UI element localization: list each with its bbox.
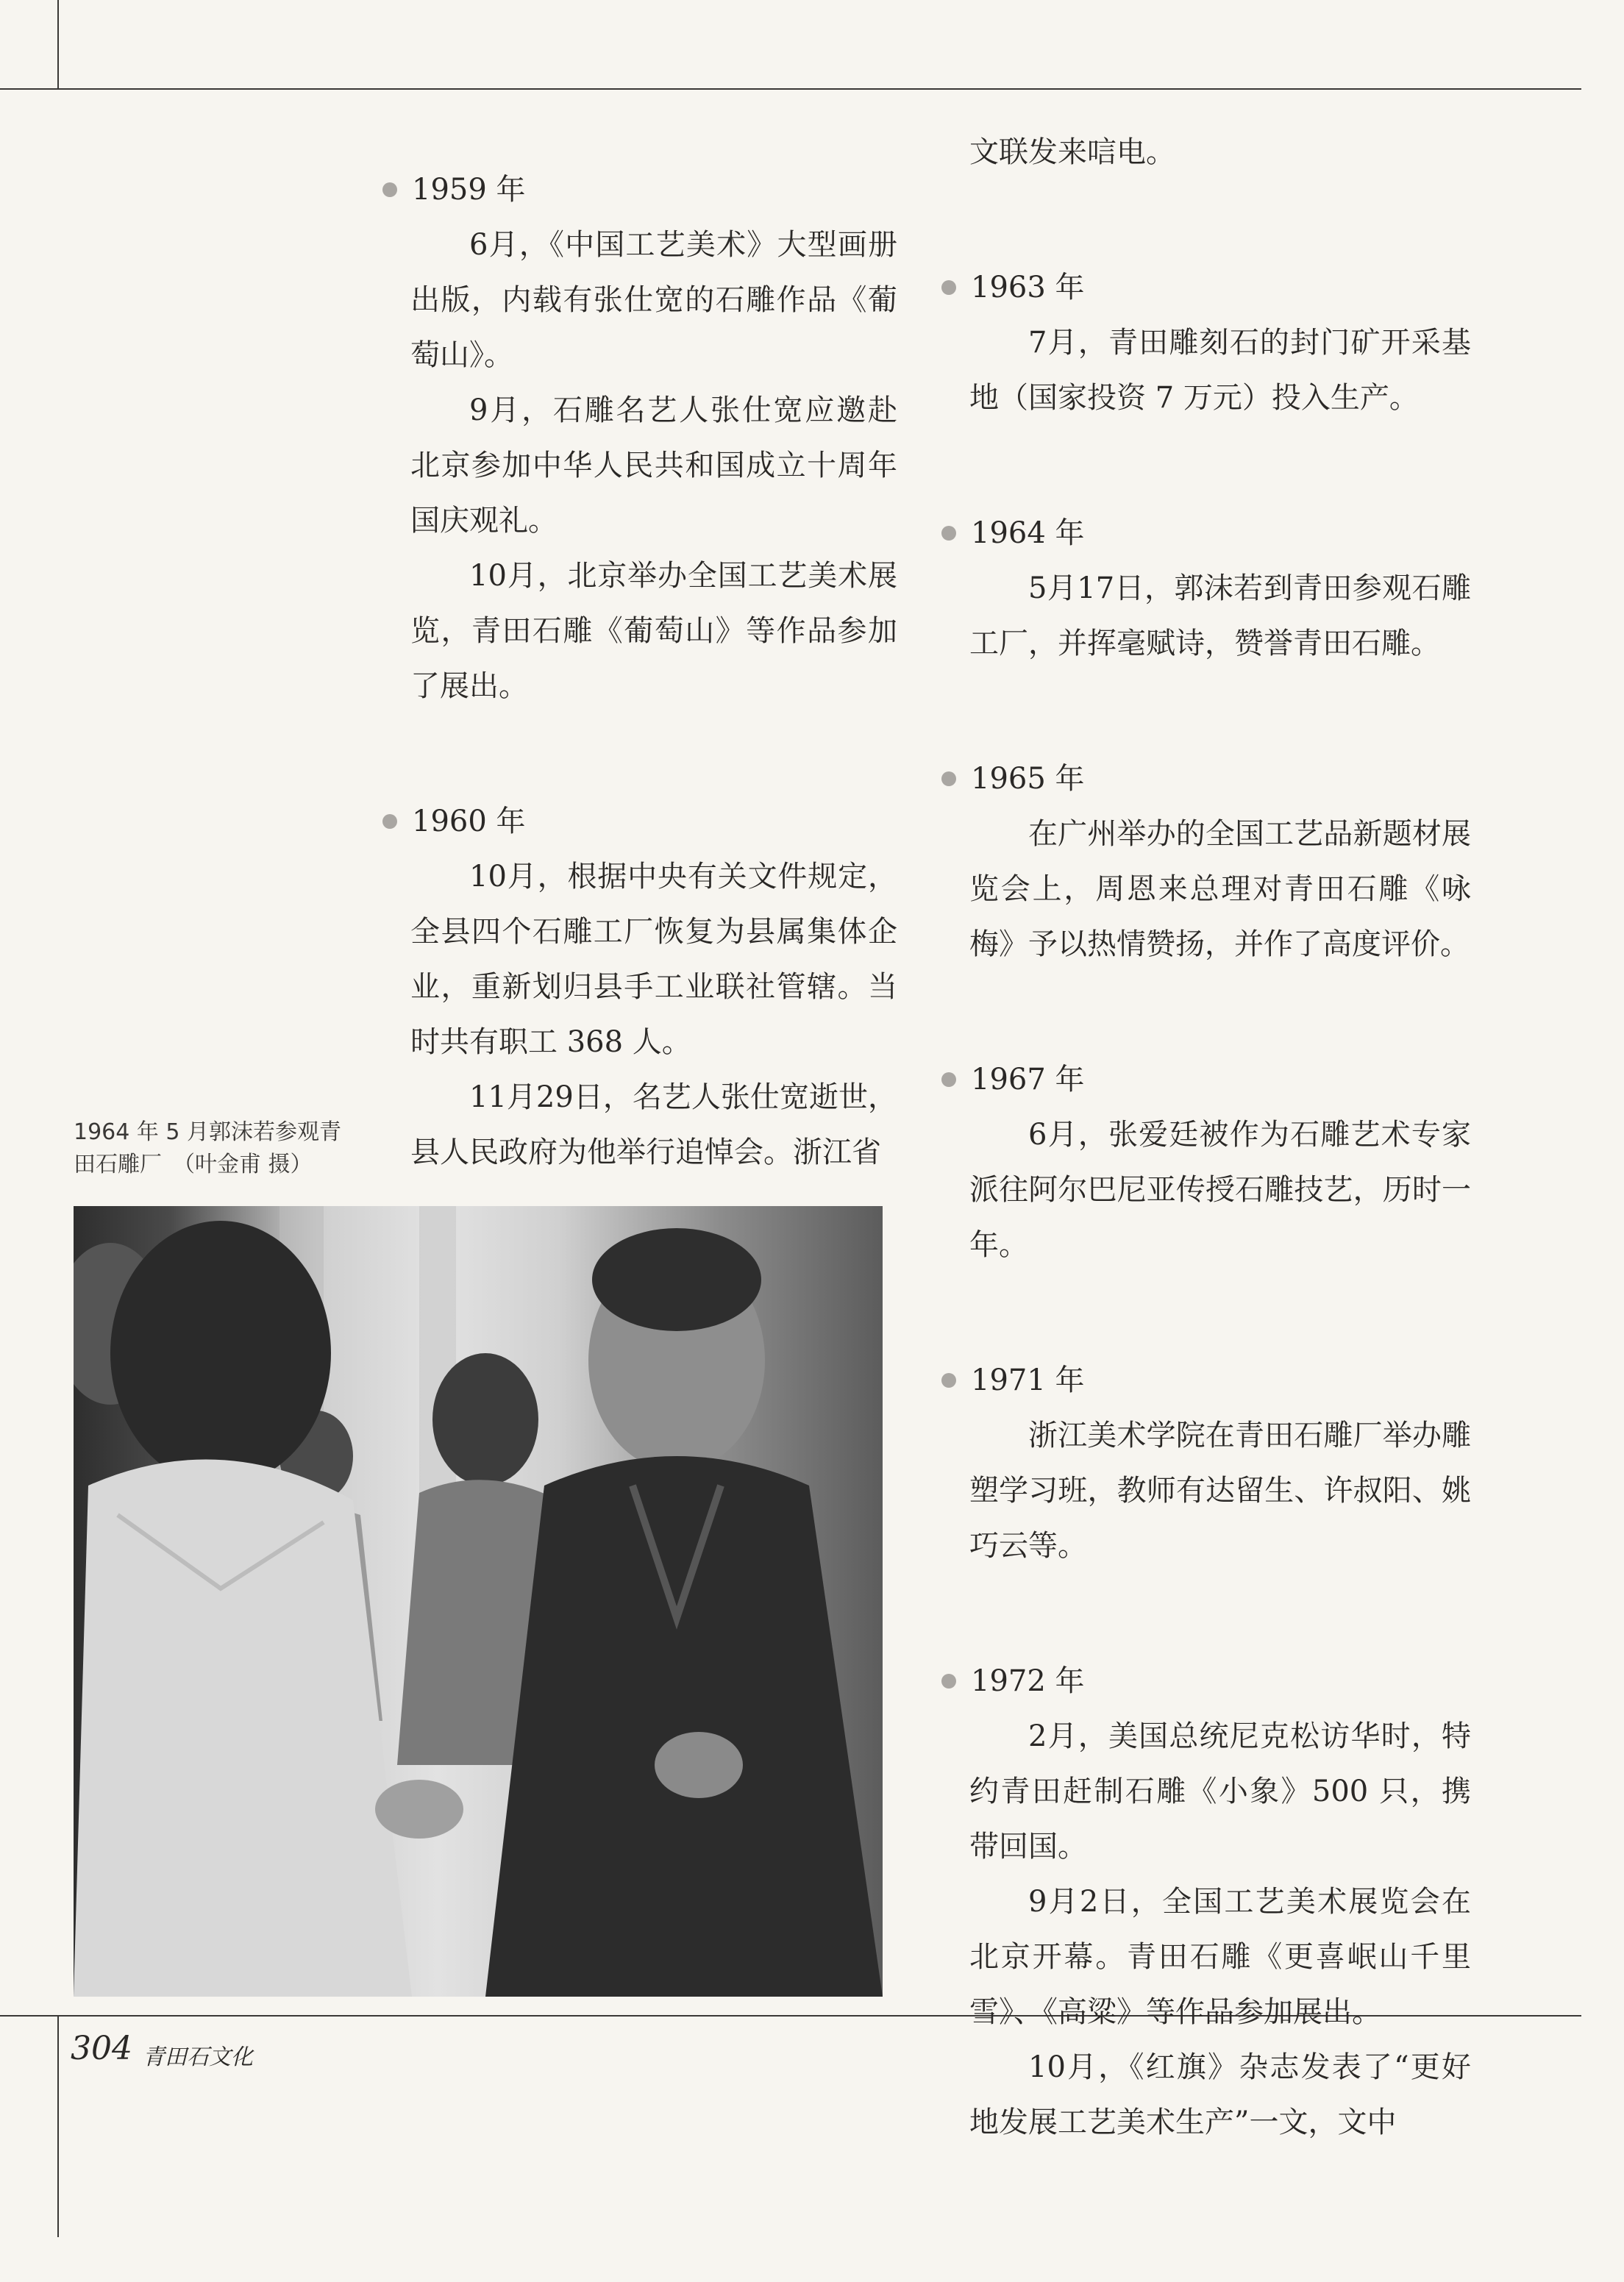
- left-text-column: [382, 169, 897, 1267]
- chronology-entry: [941, 1360, 1471, 1574]
- chronology-entry: [382, 801, 897, 1180]
- year-heading: [382, 169, 897, 210]
- year-heading: [941, 267, 1471, 308]
- entry-paragraph: 10月，北京举办全国工艺美术展览，青田石雕《葡萄山》等作品参加了展出。: [410, 559, 897, 703]
- entry-paragraph: 浙江美术学院在青田石雕厂举办雕塑学习班，教师有达留生、许叔阳、姚巧云等。: [969, 1419, 1471, 1563]
- year-heading: [941, 1360, 1471, 1401]
- entry-paragraph: 10月，根据中央有关文件规定，全县四个石雕工厂恢复为县属集体企业，重新划归县手工业联社管辖。当时共有职工 368 人。: [410, 860, 897, 1059]
- chronology-entry: [941, 1059, 1471, 1273]
- year-label: 1971 年: [971, 1363, 1085, 1397]
- year-label: 1963 年: [971, 271, 1085, 304]
- entry-paragraph: 6月，张爱廷被作为石雕艺术专家派往阿尔巴尼亚传授石雕技艺，历时一年。: [969, 1118, 1471, 1262]
- right-text-column: [941, 125, 1471, 2237]
- entry-paragraph: 在广州举办的全国工艺品新题材展览会上，周恩来总理对青田石雕《咏梅》予以热情赞扬，并作了高度评价。: [969, 817, 1471, 961]
- bullet-dot-icon: [382, 182, 397, 197]
- bullet-dot-icon: [941, 1072, 956, 1087]
- bullet-dot-icon: [941, 771, 956, 786]
- bullet-dot-icon: [382, 814, 397, 829]
- year-heading: [382, 801, 897, 842]
- entry-paragraph: 9月，石雕名艺人张仕宽应邀赴北京参加中华人民共和国成立十周年国庆观礼。: [410, 393, 897, 538]
- left-margin-rule-bottom: [57, 2017, 59, 2237]
- continued-paragraph: 文联发来唁电。: [969, 135, 1175, 169]
- chronology-entry: [941, 1661, 1471, 2150]
- page-number: 304: [71, 2030, 132, 2067]
- year-heading: [941, 758, 1471, 799]
- year-label: 1964 年: [971, 516, 1085, 550]
- entry-paragraph: 5月17日，郭沫若到青田参观石雕工厂，并挥毫赋诗，赞誉青田石雕。: [969, 571, 1471, 660]
- year-label: 1965 年: [971, 762, 1085, 796]
- chronology-entry: [382, 169, 897, 714]
- year-heading: [941, 513, 1471, 554]
- entry-paragraph: 6月，《中国工艺美术》大型画册出版，内载有张仕宽的石雕作品《葡萄山》。: [410, 228, 897, 372]
- chronology-entry: [941, 267, 1471, 426]
- chronology-entry: [941, 758, 1471, 972]
- entry-paragraph: 7月，青田雕刻石的封门矿开采基地（国家投资 7 万元）投入生产。: [969, 326, 1471, 415]
- entry-paragraph: 9月2日，全国工艺美术展览会在北京开幕。青田石雕《更喜岷山千里雪》、《高粱》等作品参加展出。: [969, 1885, 1471, 2029]
- bullet-dot-icon: [941, 280, 956, 295]
- year-heading: [941, 1661, 1471, 1702]
- year-label: 1967 年: [971, 1063, 1085, 1097]
- photo-figures-illustration: [74, 1206, 883, 1997]
- year-label: 1972 年: [971, 1664, 1085, 1698]
- historical-photo: [74, 1206, 883, 1997]
- photo-caption: 1964 年 5 月郭沫若参观青田石雕厂 （叶金甫 摄）: [74, 1119, 342, 1177]
- running-title: 青田石文化: [143, 2044, 253, 2070]
- year-label: 1960 年: [412, 805, 526, 838]
- bullet-dot-icon: [941, 1674, 956, 1689]
- chronology-entry: [941, 513, 1471, 671]
- bullet-dot-icon: [941, 526, 956, 541]
- bullet-dot-icon: [941, 1373, 956, 1388]
- left-margin-rule-top: [57, 0, 59, 88]
- entry-paragraph: 10月，《红旗》杂志发表了“更好地发展工艺美术生产”一文，文中: [969, 2050, 1471, 2139]
- entry-paragraph: 2月，美国总统尼克松访华时，特约青田赶制石雕《小象》500 只，携带回国。: [969, 1719, 1471, 1864]
- year-heading: [941, 1059, 1471, 1100]
- year-label: 1959 年: [412, 173, 526, 207]
- top-rule: [0, 88, 1581, 90]
- entry-paragraph: 11月29日，名艺人张仕宽逝世，县人民政府为他举行追悼会。浙江省: [410, 1080, 897, 1169]
